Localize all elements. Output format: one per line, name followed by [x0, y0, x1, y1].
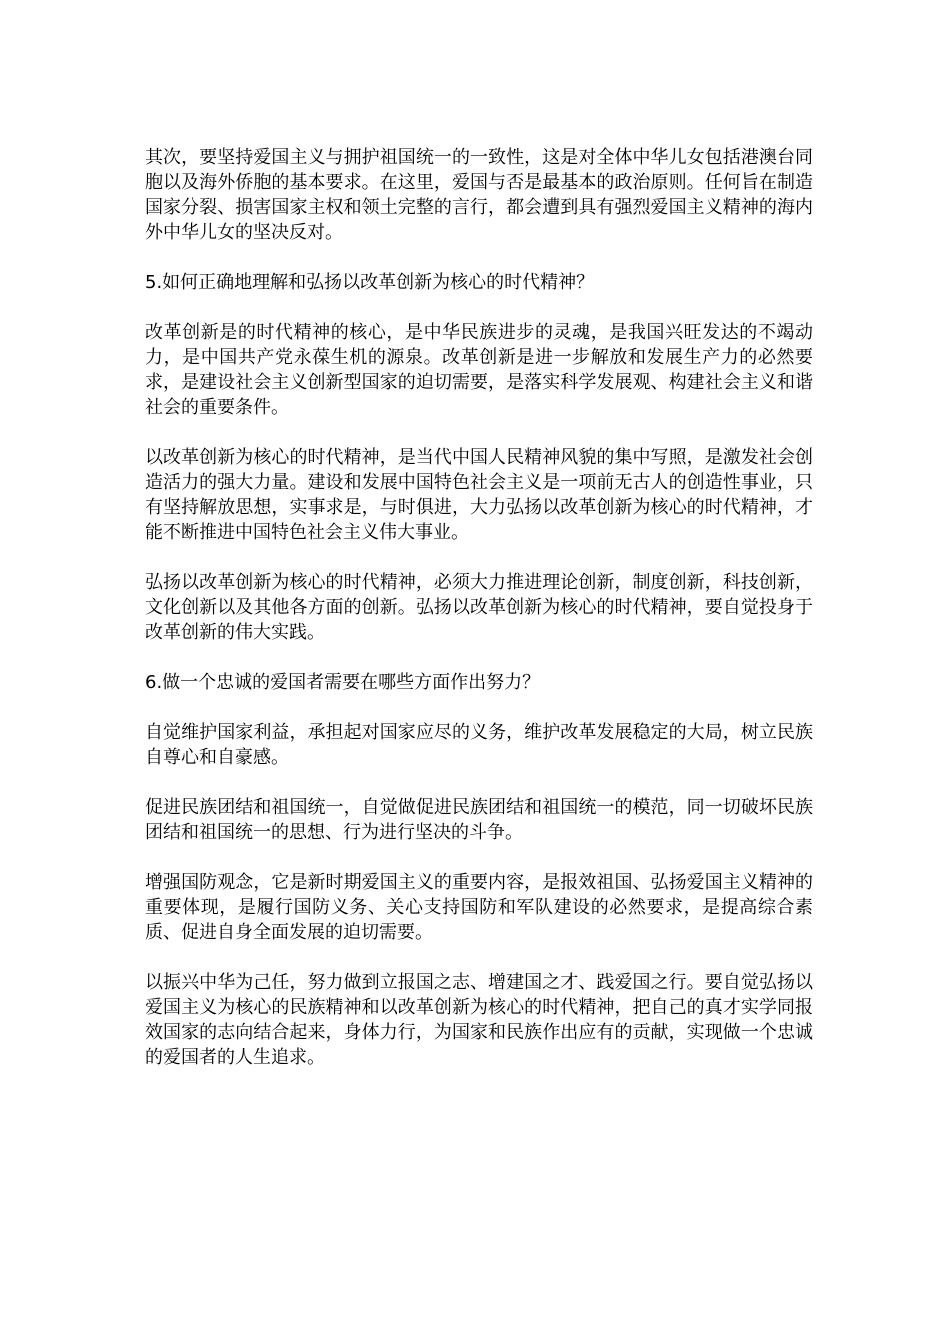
question-6-heading: 6.做一个忠诚的爱国者需要在哪些方面作出努力？ — [145, 672, 541, 693]
paragraph-promote-innovation: 弘扬以改革创新为核心的时代精神，必须大力推进理论创新，制度创新，科技创新，文化创新以及其他各方面的创新。弘扬以改革创新为核心的时代精神，要自觉投身于改革创新的伟大实践。 — [145, 572, 813, 643]
document-body — [145, 145, 813, 1095]
paragraph-era-spirit: 以改革创新为核心的时代精神，是当代中国人民精神风貌的集中写照，是激发社会创造活力的强大力量。建设和发展中国特色社会主义是一项前无古人的创造性事业，只有坚持解放思想，实事求是，与时俱进，大力弘扬以改革创新为核心的时代精神，才能不断推进中国特色社会主义伟大事业。 — [145, 447, 813, 543]
paragraph-ethnic-unity: 促进民族团结和祖国统一，自觉做促进民族团结和祖国统一的模范，同一切破坏民族团结和祖国统一的思想、行为进行坚决的斗争。 — [145, 797, 813, 843]
paragraph-innovation-core: 改革创新是的时代精神的核心，是中华民族进步的灵魂，是我国兴旺发达的不竭动力，是中国共产党永葆生机的源泉。改革创新是进一步解放和发展生产力的必然要求，是建设社会主义创新型国家的迫切需要，是落实科学发展观、构建社会主义和谐社会的重要条件。 — [145, 322, 813, 418]
question-5-heading: 5.如何正确地理解和弘扬以改革创新为核心的时代精神？ — [145, 272, 595, 293]
paragraph-rejuvenation: 以振兴中华为己任，努力做到立报国之志、增建国之才、践爱国之行。要自觉弘扬以爱国主义为核心的民族精神和以改革创新为核心的时代精神，把自己的真才实学同报效国家的志向结合起来，身体力行，为国家和民族作出应有的贡献，实现做一个忠诚的爱国者的人生追求。 — [145, 972, 813, 1068]
paragraph-unity: 其次，要坚持爱国主义与拥护祖国统一的一致性，这是对全体中华儿女包括港澳台同胞以及海外侨胞的基本要求。在这里，爱国与否是最基本的政治原则。任何旨在制造国家分裂、损害国家主权和领土完整的言行，都会遭到具有强烈爱国主义精神的海内外中华儿女的坚决反对。 — [145, 147, 813, 243]
paragraph-national-defense: 增强国防观念，它是新时期爱国主义的重要内容，是报效祖国、弘扬爱国主义精神的重要体现，是履行国防义务、关心支持国防和军队建设的必然要求，是提高综合素质、促进自身全面发展的迫切需要。 — [145, 872, 813, 943]
paragraph-national-interest: 自觉维护国家利益，承担起对国家应尽的义务，维护改革发展稳定的大局，树立民族自尊心和自豪感。 — [145, 722, 813, 768]
